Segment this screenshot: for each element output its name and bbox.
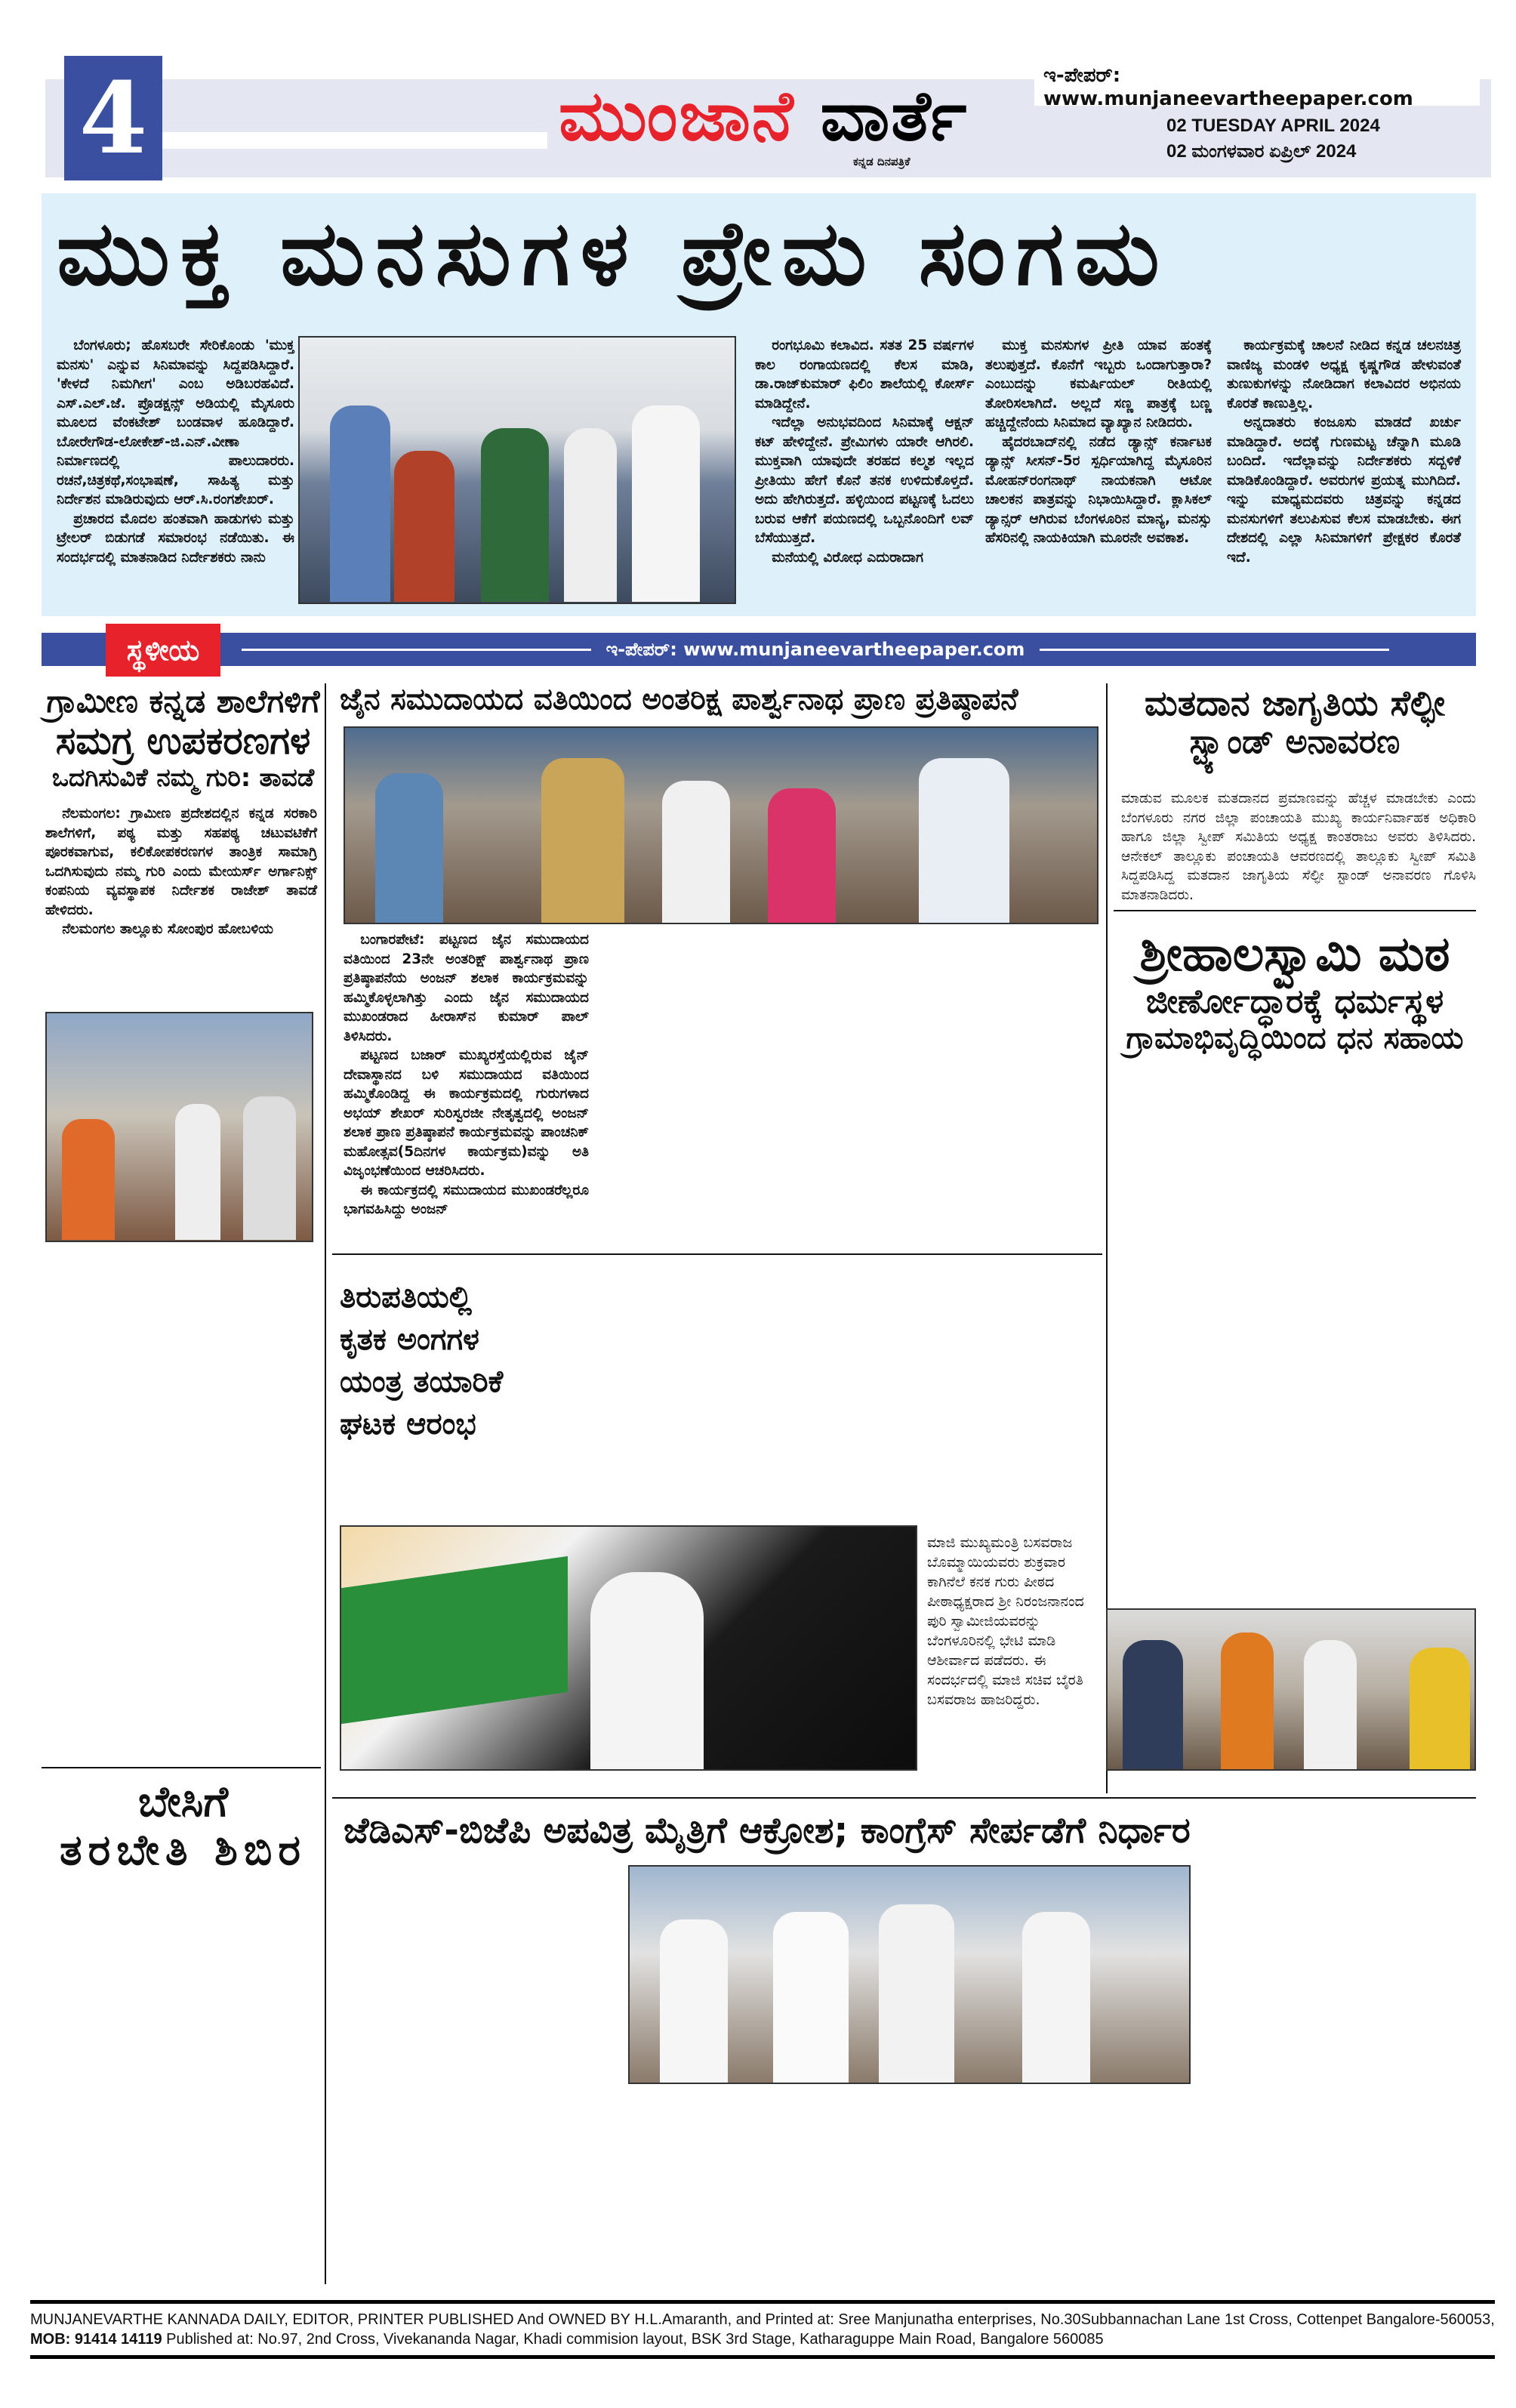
headline-line: ಶ್ರೀಹಾಲಸ್ವಾಮಿ ಮಠ [1139, 927, 1450, 982]
top-story-col3 [985, 336, 1212, 548]
tirupati-story-headline: ತಿರುಪತಿಯಲ್ಲಿ ಕೃತಕ ಅಂಗಗಳ ಯಂತ್ರ ತಯಾರಿಕೆ ಘಟಕ ಆರಂಭ [340, 1280, 504, 1441]
issue-date [1166, 113, 1380, 165]
top-story-col2 [755, 336, 974, 567]
paragraph: ಮನೆಯಲ್ಲಿ ವಿರೋಧ ಎದುರಾದಾಗ [772, 549, 923, 566]
paragraph: ಈ ಕಾರ್ಯಕ್ರದಲ್ಲಿ ಸಮುದಾಯದ ಮುಖಂಡರೆಲ್ಲರೂ ಭಾಗವಹಿಸಿದ್ದು ಅಂಜನ್ [344, 1182, 589, 1217]
jds-event-photo [628, 1865, 1191, 2084]
headline-line: ಗ್ರಾಮೀಣ ಕನ್ನಡ ಶಾಲೆಗಳಿಗೆ [46, 683, 320, 720]
epaper-link[interactable]: ಇ-ಪೇಪರ್: www.munjaneevartheepaper.com [1034, 68, 1480, 106]
headline-line: ಜೀರ್ಣೋದ್ಧಾರಕ್ಕೆ ಧರ್ಮಸ್ಥಳ [1145, 982, 1444, 1021]
publisher-footer [30, 2300, 1495, 2359]
column-divider [325, 683, 326, 2284]
headline-line: ಒದಗಿಸುವಿಕೆ ನಮ್ಮ ಗುರಿ: ತಾವಡೆ [51, 762, 315, 792]
masthead-strip [162, 132, 547, 149]
paragraph: ನೆಲಮಂಗಲ ತಾಲ್ಲೂಕು ಸೋಂಪುರ ಹೋಬಳಿಯ [62, 921, 274, 937]
headline-line: ಗ್ರಾಮಾಭಿವೃದ್ಧಿಯಿಂದ ಧನ ಸಹಾಯ [1126, 1021, 1464, 1056]
jain-event-photo [344, 726, 1098, 924]
headline-line: ತರಬೇತಿ ಶಿಬಿರ [59, 1826, 307, 1876]
page-number: 4 [64, 56, 162, 180]
top-story-col4 [1227, 336, 1461, 567]
selfie-story-headline [1117, 683, 1472, 761]
top-story-col1 [57, 336, 294, 567]
paragraph: ಹೈದರಬಾದ್‌ನಲ್ಲಿ ನಡೆದ ಡ್ಯಾನ್ಸ್ ಕರ್ನಾಟಕ ಡ್ಯಾನ್ಸ್ ಸೀಸನ್-5ರ ಸ್ಪರ್ಧಿಯಾಗಿದ್ದ ಮೈಸೂರಿನ ಮೋಹನ್‌ರಂಗನಾಥ್ ನಾಯಕನಾಗಿ ಆಟೋ ಚಾಲಕನ ಪಾತ್ರವನ್ನು ನಿಭಾಯಿಸಿದ್ದಾರೆ. ಕ್ಲಾಸಿಕಲ್ ಡ್ಯಾನ್ಸರ್ ಆಗಿರುವ ಬೆಂಗಳೂರಿನ ಮಾನ್ಯ, ಮನಸ್ಸು ಹೆಸರಿನಲ್ಲಿ ನಾಯಕಿಯಾಗಿ ಮೂರನೇ ಅವಕಾಶ. [985, 433, 1212, 546]
section-label: ಸ್ಥಳೀಯ [106, 624, 220, 677]
school-story-headline [45, 683, 321, 792]
row-divider [42, 1767, 321, 1768]
logo-part2: ವಾರ್ತೆ [820, 76, 969, 156]
headline-line: ಸಮಗ್ರ ಉಪಕರಣಗಳ [55, 719, 311, 763]
paragraph: ಬೆಂಗಳೂರು; ಹೊಸಬರೇ ಸೇರಿಕೊಂಡು 'ಮುಕ್ತ ಮನಸು' ಎನ್ನುವ ಸಿನಿಮಾವನ್ನು ಸಿದ್ದಪಡಿಸಿದ್ದಾರೆ. 'ಕೇಳದೆ ನಿಮಗೀಗ' ಎಂಬ ಅಡಿಬರಹವಿದೆ. ಎಸ್.ಎಲ್.ಜೆ. ಪ್ರೊಡಕ್ಷನ್ಸ್ ಅಡಿಯಲ್ಲಿ ಮೈಸೂರು ಮೂಲದ ವೆಂಕಟೇಶ್ ಬಂಡವಾಳ ಹೂಡಿದ್ದಾರೆ. ಬೋರೇಗೌಡ-ಲೋಕೇಶ್-ಜಿ.ಎನ್.ವೀಣಾ ನಿರ್ಮಾಣದಲ್ಲಿ ಪಾಲುದಾರರು. ರಚನೆ,ಚಿತ್ರಕಥೆ,ಸಂಭಾಷಣೆ, ಸಾಹಿತ್ಯ ಮತ್ತು ನಿರ್ದೇಶನ ಮಾಡಿರುವುದು ಆರ್.ಸಿ.ರಂಗಶೇಖರ್. [57, 338, 294, 507]
math-event-photo [1106, 1608, 1476, 1771]
jain-story-body [344, 930, 589, 1219]
date-english: 02 TUESDAY APRIL 2024 [1166, 116, 1380, 136]
paragraph: ಕಾರ್ಯಕ್ರಮಕ್ಕೆ ಚಾಲನೆ ನೀಡಿದ ಕನ್ನಡ ಚಲನಚಿತ್ರ ವಾಣಿಜ್ಯ ಮಂಡಳಿ ಅಧ್ಯಕ್ಷ ಕೃಷ್ಣಗೌಡ ಹೇಳುವಂತೆ ತುಣುಕುಗಳನ್ನು ನೋಡಿದಾಗ ಕಲಾವಿದರ ಅಭಿನಯ ಕೊರತೆ ಕಾಣುತ್ತಿಲ್ಲ. [1227, 338, 1461, 412]
school-story-body [45, 804, 317, 939]
bommai-event-photo [340, 1525, 917, 1771]
paragraph: ನೆಲಮಂಗಲ: ಗ್ರಾಮೀಣ ಪ್ರದೇಶದಲ್ಲಿನ ಕನ್ನಡ ಸರಕಾರಿ ಶಾಲೆಗಳಿಗೆ, ಪಠ್ಯ ಮತ್ತು ಸಹಪಠ್ಯ ಚಟುವಟಿಕೆಗೆ ಪೂರಕವಾಗುವ, ಕಲಿಕೋಪಕರಣಗಳ ತಾಂತ್ರಿಕ ಸಾಮಾಗ್ರಿ ಒದಗಿಸುವುದು ನಮ್ಮ ಗುರಿ ಎಂದು ಮೇಯರ್ಸ್ ಅರ್ಗಾನಿಕ್ಸ್ ಕಂಪನಿಯ ವ್ಯವಸ್ಥಾಪಕ ನಿರ್ದೇಶಕ ರಾಜೇಶ್ ತಾವಡೆ ಹೇಳಿದರು. [45, 806, 317, 918]
paragraph: ಪ್ರಚಾರದ ಮೊದಲ ಹಂತವಾಗಿ ಹಾಡುಗಳು ಮತ್ತು ಟ್ರೇಲರ್ ಬಿಡುಗಡೆ ಸಮಾರಂಭ ನಡೆಯಿತು. ಈ ಸಂದರ್ಭದಲ್ಲಿ ಮಾತನಾಡಿದ ನಿರ್ದೇಶಕರು ನಾನು [57, 510, 294, 566]
row-divider [332, 1253, 1102, 1255]
row-divider [332, 1797, 1476, 1799]
selfie-story-body: ಮಾಡುವ ಮೂಲಕ ಮತದಾನದ ಪ್ರಮಾಣವನ್ನು ಹೆಚ್ಚಳ ಮಾಡಬೇಕು ಎಂದು ಬೆಂಗಳೂರು ನಗರ ಜಿಲ್ಲಾ ಪಂಚಾಯತಿ ಮುಖ್ಯ ಕಾರ್ಯನಿರ್ವಾಹಕ ಅಧಿಕಾರಿ ಹಾಗೂ ಜಿಲ್ಲಾ ಸ್ವೀಪ್ ಸಮಿತಿಯ ಅಧ್ಯಕ್ಷ ಕಾಂತರಾಜು ಅವರು ತಿಳಿಸಿದರು. ಆನೇಕಲ್ ತಾಲ್ಲೂಕು ಪಂಚಾಯತಿ ಆವರಣದಲ್ಲಿ ತಾಲ್ಲೂಕು ಸ್ವೀಪ್ ಸಮಿತಿ ಸಿದ್ದಪಡಿಸಿದ್ದ ಮತದಾನ ಜಾಗೃತಿಯ ಸೆಲ್ಫೀ ಸ್ಟಾಂಡ್ ಅನಾವರಣ ಗೊಳಿಸಿ ಮಾತನಾಡಿದರು. [1121, 791, 1476, 903]
paragraph: ಪಟ್ಟಣದ ಬಜಾರ್ ಮುಖ್ಯರಸ್ತೆಯಲ್ಲಿರುವ ಜೈನ್ ದೇವಾಸ್ಥಾನದ ಬಳಿ ಸಮುದಾಯದ ವತಿಯಿಂದ ಹಮ್ಮಿಕೊಂಡಿದ್ದ ಈ ಕಾರ್ಯಕ್ರಮದಲ್ಲಿ ಗುರುಗಳಾದ ಅಭಯ್ ಶೇಖರ್ ಸುರಿಸ್ವರಜೀ ನೇತೃತ್ವದಲ್ಲಿ ಅಂಜನ್ ಶಲಾಕ ಪ್ರಾಣ ಪ್ರತಿಷ್ಠಾಪನೆ ಕಾರ್ಯಕ್ರಮವನ್ನು ಪಾಂಚನಿಕ್ ಮಹೋತ್ಸವ(5ದಿನಗಳ ಕಾರ್ಯಕ್ರಮ)ವನ್ನು ಅತಿ ವಿಜೃಂಭಣೆಯಿಂದ ಆಚರಿಸಿದರು. [344, 1047, 589, 1179]
jain-story-headline: ಜೈನ ಸಮುದಾಯದ ವತಿಯಿಂದ ಅಂತರಿಕ್ಷ ಪಾರ್ಶ್ವನಾಥ ಪ್ರಾಣ ಪ್ರತಿಷ್ಠಾಪನೆ [340, 683, 1018, 717]
headline-line: ಮತದಾನ ಜಾಗೃತಿಯ ಸೆಲ್ಫೀ [1144, 683, 1446, 723]
paragraph: ಅನ್ನದಾತರು ಕಂಜೂಸು ಮಾಡದೆ ಖರ್ಚು ಮಾಡಿದ್ದಾರೆ. ಅದಕ್ಕೆ ಗುಣಮಟ್ಟ ಚೆನ್ನಾಗಿ ಮೂಡಿ ಬಂದಿದೆ. ಇದೆಲ್ಲಾವನ್ನು ನಿರ್ದೇಶಕರು ಸದ್ಬಳಿಕೆ ಮಾಡಿಕೊಂಡಿದ್ದಾರೆ. ಅವರುಗಳ ಪ್ರಯತ್ನ ಮುಗಿದಿದೆ. ಇನ್ನು ಮಾಧ್ಯಮದವರು ಚಿತ್ರವನ್ನು ಕನ್ನಡದ ಮನಸುಗಳಿಗೆ ತಲುಪಿಸುವ ಕೆಲಸ ಮಾಡಬೇಕು. ಈಗ ದೇಶದಲ್ಲಿ ಎಲ್ಲಾ ಸಿನಿಮಾಗಳಿಗೆ ಪ್ರೇಕ್ಷಕರ ಕೊರತೆ ಇದೆ. [1227, 415, 1461, 566]
date-kannada: 02 ಮಂಗಳವಾರ ಏಪ್ರಿಲ್ 2024 [1166, 141, 1357, 162]
paragraph: ರಂಗಭೂಮಿ ಕಲಾವಿದ. ಸತತ 25 ವರ್ಷಗಳ ಕಾಲ ರಂಗಾಯಣದಲ್ಲಿ ಕೆಲಸ ಮಾಡಿ, ಡಾ.ರಾಜ್‌ಕುಮಾರ್ ಫಿಲಿಂ ಶಾಲೆಯಲ್ಲಿ ಕೋರ್ಸ್ ಮಾಡಿದ್ದೇನೆ. [755, 338, 974, 412]
tagline: ಕನ್ನಡ ದಿನಪತ್ರಿಕೆ [853, 155, 911, 168]
section-epaper [242, 633, 1389, 666]
math-story-headline [1117, 927, 1472, 1056]
top-story-headline: ಮುಕ್ತ ಮನಸುಗಳ ಪ್ರೇಮ ಸಂಗಮ [57, 201, 1170, 305]
headline-line: ಸ್ಟ್ಯಾಂಡ್ ಅನಾವರಣ [1189, 722, 1400, 761]
footer-line2: Published at: No.97, 2nd Cross, Vivekananda Nagar, Khadi commision layout, BSK 3rd Stage, Katharaguppe Main Road, Bangalore 560085 [162, 2331, 1104, 2348]
newspaper-logo [559, 76, 968, 158]
summer-camp-headline [45, 1778, 321, 1876]
section-epaper-link[interactable]: ಇ-ಪೇಪರ್: www.munjaneevartheepaper.com [605, 639, 1025, 660]
footer-line1: MUNJANEVARTHE KANNADA DAILY, EDITOR, PRINTER PUBLISHED And OWNED BY H.L.Amaranth, and Printed at: Sree Manjunatha enterprises, No.30Subbannachan Lane 1st Cross, Cottenpet Bangalore-560053, [30, 2311, 1495, 2328]
headline-line: ಬೇಸಿಗೆ [138, 1777, 228, 1827]
paragraph: ಮುಕ್ತ ಮನಸುಗಳ ಪ್ರೀತಿ ಯಾವ ಹಂತಕ್ಕೆ ತಲುಪುತ್ತದೆ. ಕೊನೆಗೆ ಇಬ್ಬರು ಒಂದಾಗುತ್ತಾರಾ? ಎಂಬುದನ್ನು ಕಮರ್ಷಿಯಲ್ ರೀತಿಯಲ್ಲಿ ತೋರಿಸಲಾಗಿದೆ. ಅಲ್ಲದೆ ಸಣ್ಣ ಪಾತ್ರಕ್ಕೆ ಬಣ್ಣ ಹಚ್ಚಿದ್ದೇನೆಂದು ಸಿನಿಮಾದ ವ್ಯಾಖ್ಯಾನ ನೀಡಿದರು. [985, 338, 1212, 430]
bommai-story-body: ಮಾಜಿ ಮುಖ್ಯಮಂತ್ರಿ ಬಸವರಾಜ ಬೊಮ್ಮಾಯಿಯವರು ಶುಕ್ರವಾರ ಕಾಗಿನೆಲೆ ಕನಕ ಗುರು ಪೀಠದ ಪೀಠಾಧ್ಯಕ್ಷರಾದ ಶ್ರೀ ನಿರಂಜನಾನಂದ ಪುರಿ ಸ್ವಾಮೀಜಿಯವರನ್ನು ಬೆಂಗಳೂರಿನಲ್ಲಿ ಭೇಟಿ ಮಾಡಿ ಆಶೀರ್ವಾದ ಪಡೆದರು. ಈ ಸಂದರ್ಭದಲ್ಲಿ ಮಾಜಿ ಸಚಿವ ಬೈರತಿ ಬಸವರಾಜ ಹಾಜರಿದ್ದರು. [927, 1534, 1084, 1708]
top-story-photo [298, 336, 736, 604]
paragraph: ಬಂಗಾರಪೇಟೆ: ಪಟ್ಟಣದ ಜೈನ ಸಮುದಾಯದ ವತಿಯಿಂದ 23ನೇ ಅಂತರಿಕ್ಷ್ ಪಾರ್ಶ್ವನಾಥ ಪ್ರಾಣ ಪ್ರತಿಷ್ಠಾಪನೆಯ ಅಂಜನ್ ಶಲಾಕ ಕಾರ್ಯಕ್ರಮವನ್ನು ಹಮ್ಮಿಕೊಳ್ಳಲಾಗಿತ್ತು ಎಂದು ಜೈನ ಸಮುದಾಯದ ಮುಖಂಡರಾದ ಹೀರಾಸ್‌ನ ಕುಮಾರ್ ಪಾಲ್ ತಿಳಿಸಿದರು. [344, 932, 589, 1044]
footer-phone: MOB: 91414 14119 [30, 2331, 162, 2348]
school-event-photo [45, 1012, 313, 1242]
logo-part1: ಮುಂಜಾನೆ [559, 76, 795, 156]
row-divider [1114, 910, 1476, 911]
jds-story-headline: ಜೆಡಿಎಸ್-ಬಿಜೆಪಿ ಅಪವಿತ್ರ ಮೈತ್ರಿಗೆ ಆಕ್ರೋಶ; ಕಾಂಗ್ರೆಸ್ ಸೇರ್ಪಡೆಗೆ ನಿರ್ಧಾರ [344, 1810, 1191, 1851]
paragraph: ಇದೆಲ್ಲಾ ಅನುಭವದಿಂದ ಸಿನಿಮಾಕ್ಕೆ ಆಕ್ಷನ್ ಕಟ್ ಹೇಳಿದ್ದೇನೆ. ಪ್ರೇಮಿಗಳು ಯಾರೇ ಆಗಿರಲಿ. ಮುಕ್ತವಾಗಿ ಯಾವುದೇ ತರಹದ ಕಲ್ಮಶ ಇಲ್ಲದ ಪ್ರೀತಿಯು ಹೇಗೆ ಕೊನೆ ತನಕ ಉಳಿದುಕೊಳ್ತದೆ. ಅದು ಹೇಗಿರುತ್ತದೆ. ಹಳ್ಳಿಯಿಂದ ಪಟ್ಟಣಕ್ಕೆ ಓದಲು ಬರುವ ಆಕೆಗೆ ಪಯಣದಲ್ಲಿ ಒಬ್ಬನೊಂದಿಗೆ ಲವ್ ಬೆಸೆಯುತ್ತದೆ. [755, 415, 974, 546]
